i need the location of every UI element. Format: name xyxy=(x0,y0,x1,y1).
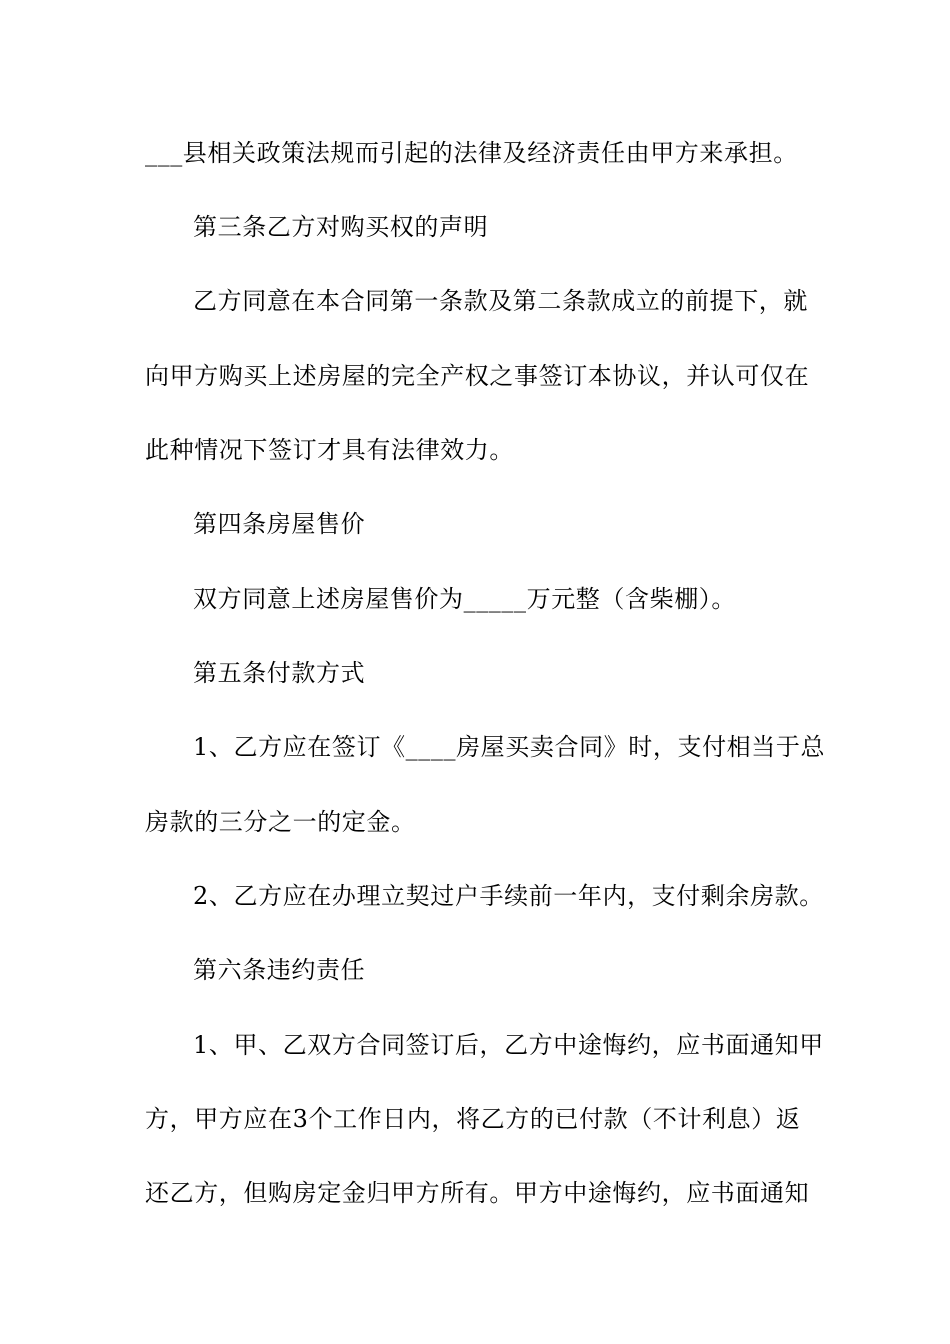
paragraph-line: 还乙方，但购房定金归甲方所有。甲方中途悔约，应书面通知 xyxy=(145,1179,810,1207)
paragraph-line: 1、乙方应在签订《____房屋买卖合同》时，支付相当于总 xyxy=(193,733,826,761)
section-heading-6: 第六条违约责任 xyxy=(193,956,366,984)
paragraph-line: 1、甲、乙双方合同签订后，乙方中途悔约，应书面通知甲 xyxy=(193,1031,824,1059)
paragraph-line: 此种情况下签订才具有法律效力。 xyxy=(145,436,514,464)
paragraph-line: 方，甲方应在3个工作日内，将乙方的已付款（不计利息）返 xyxy=(145,1105,801,1133)
section-heading-3: 第三条乙方对购买权的声明 xyxy=(193,213,489,241)
paragraph-line: 双方同意上述房屋售价为_____万元整（含柴棚）。 xyxy=(193,585,736,613)
paragraph-line: 2、乙方应在办理立契过户手续前一年内，支付剩余房款。 xyxy=(193,882,824,910)
section-heading-4: 第四条房屋售价 xyxy=(193,510,366,538)
paragraph-line: 房款的三分之一的定金。 xyxy=(145,808,416,836)
paragraph-line: 乙方同意在本合同第一条款及第二条款成立的前提下，就 xyxy=(193,287,808,315)
section-heading-5: 第五条付款方式 xyxy=(193,659,366,687)
paragraph-line: 向甲方购买上述房屋的完全产权之事签订本协议，并认可仅在 xyxy=(145,362,810,390)
paragraph-line: ___县相关政策法规而引起的法律及经济责任由甲方来承担。 xyxy=(145,139,798,167)
